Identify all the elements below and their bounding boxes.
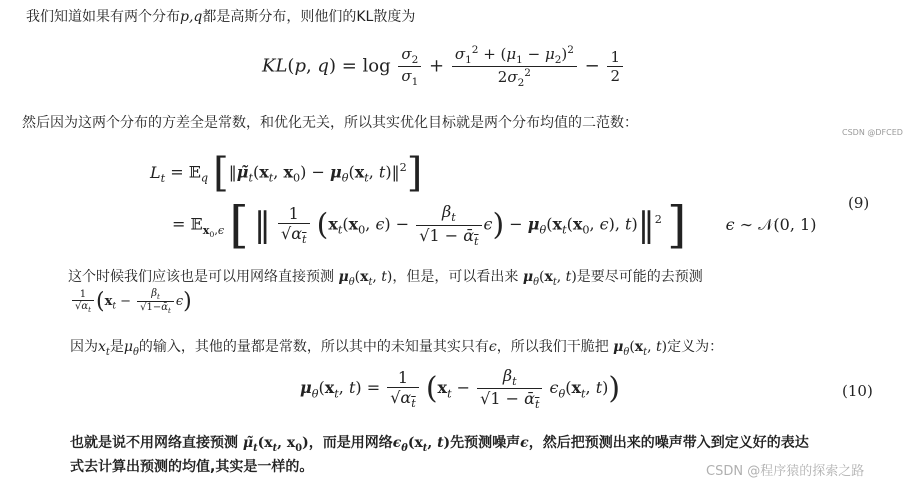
small-watermark: CSDN @DFCED (842, 128, 903, 137)
direct-formula: $\frac{1}{√\alpha_t}$ ($x_t$ − $\frac{\beta_t}{√1-ᾱ_t}$ ϵ) (70, 288, 192, 315)
input-text: 因为$x_t$是$\mu_\theta$的输入，其他的量都是常数，所以其中的未知量其实只有ϵ，所以我们干脆把 $\mu_\theta(x_t$, t)定义为： (70, 339, 724, 358)
eq10-number: (10) (842, 382, 873, 400)
conclusion-line1: 也就是说不用网络直接预测 $\mũ_t(x_t$, $x_0$)，而是用网络$\epsilon_\theta(x_t$, t)先预测噪声ϵ，然后把预测出来的噪声带入到定义好的表达 (70, 435, 809, 454)
intro-text: 我们知道如果有两个分布p,q都是高斯分布，则他们的KL散度为 (26, 9, 416, 25)
csdn-watermark: CSDN @程序猿的探索之路 (706, 464, 865, 479)
eq9-line1: $L_t$ = 𝔼$_q$ [$‖\mũ_t(x_t$, $x_0) - \mu_\theta(x_t$, t)‖$^2$] (150, 150, 423, 196)
eq9-number: (9) (848, 194, 870, 212)
variance-text: 然后因为这两个分布的方差全是常数，和优化无关，所以其实优化目标就是两个分布均值的二范数： (22, 115, 638, 131)
eq10: $\mu_\theta(x_t$, t) = $\frac{1}{√\alpha_t}$ ($x_t$ − $\frac{\beta_t}{√1 - ᾱ_t}$ $\epsilon_\theta(x_t$, t)) (300, 366, 621, 412)
direct-text: 这个时候我们应该也是可以用网络直接预测 $\mu_\theta(x_t$, t)，但是，可以看出来 $\mu_\theta(x_t$, t)是要尽可能的去预测 (68, 269, 703, 288)
kl-equation: KL(p, q) = log $\frac{\sigma_2}{\sigma_1}$ + $\frac{\sigma_1^2 + (\mu_1 - \mu_2)^2}{2\sigma_2^2}$ − $\frac{1}{2}$ (262, 44, 625, 89)
eq9-line2: = 𝔼$_{x_0,\epsilon}$ [ ‖ $\frac{1}{√\alpha_t}$ ($x_t(x_0$, ϵ) − $\frac{\beta_t}{√1 - ᾱ_t}$ $\epsilon) - \mu_\theta(x_t(x_0$, ϵ), t)‖$^2$ ] ϵ ∼ 𝒩(0, 1) (172, 196, 817, 254)
conclusion-line2: 式去计算出预测的均值,其实是一样的。 (70, 459, 314, 475)
